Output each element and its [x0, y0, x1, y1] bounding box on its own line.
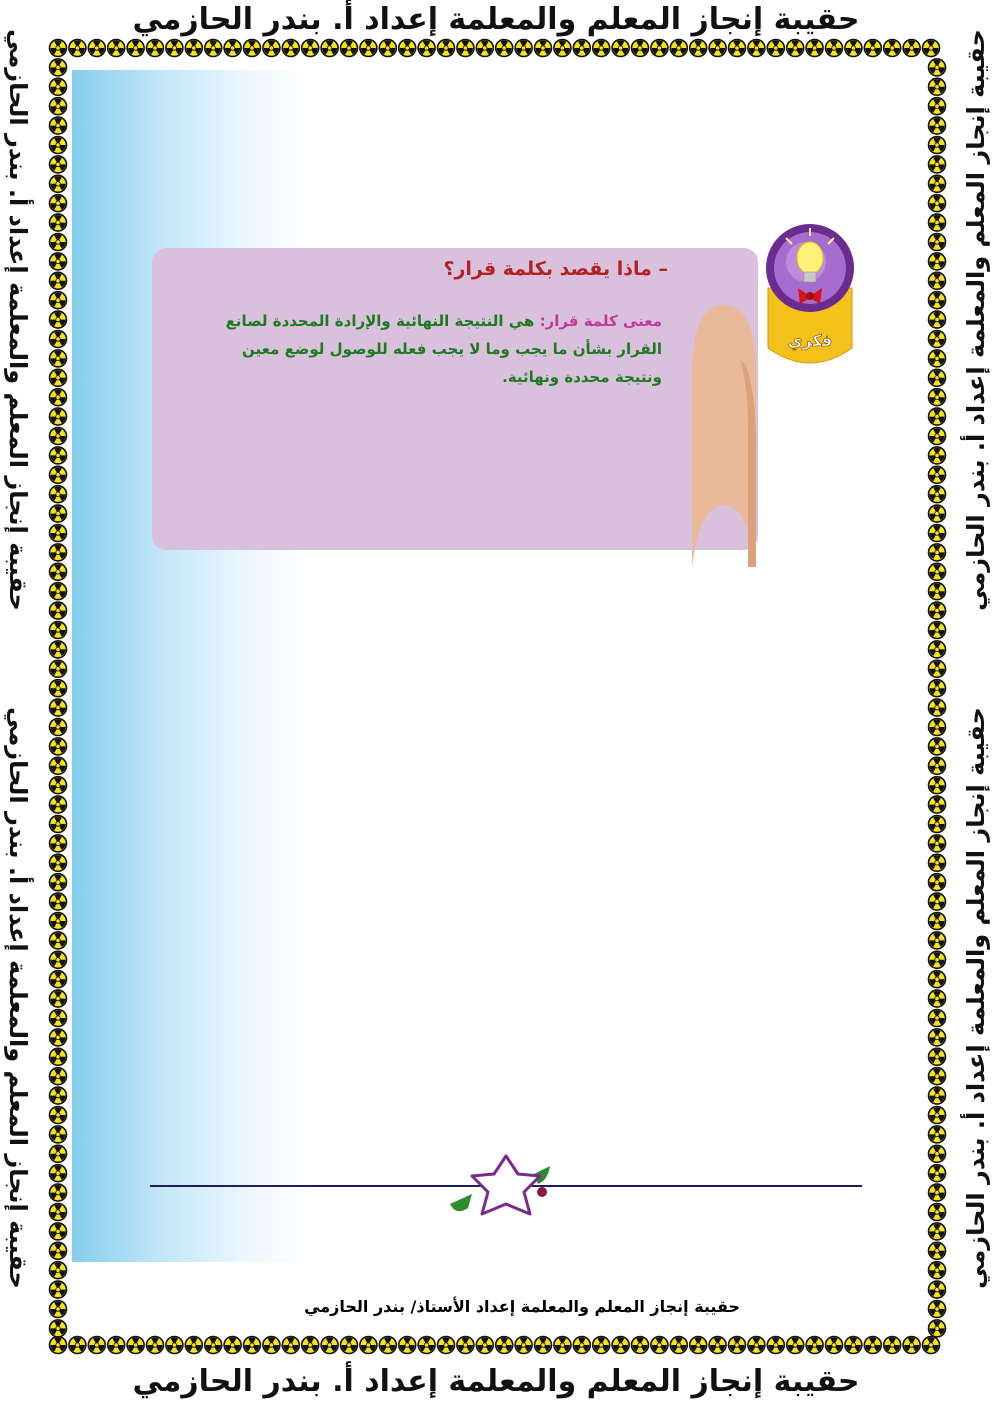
border-dot	[50, 583, 67, 600]
border-dot	[787, 1337, 804, 1354]
border-dot	[360, 40, 377, 57]
border-dot	[50, 893, 67, 910]
border-dot	[418, 40, 435, 57]
border-dot	[929, 78, 946, 95]
border-dot	[50, 1223, 67, 1240]
top-banner-title: حقيبة إنجاز المعلم والمعلمة إعداد أ. بندر الحازمي	[132, 2, 860, 37]
border-dot	[709, 1337, 726, 1354]
border-dot	[50, 1165, 67, 1182]
border-dot	[767, 1337, 784, 1354]
border-dot	[50, 428, 67, 445]
border-dot	[929, 137, 946, 154]
border-dot	[50, 1242, 67, 1259]
border-dot	[929, 719, 946, 736]
border-dot	[929, 214, 946, 231]
border-dot	[929, 428, 946, 445]
border-dot	[929, 544, 946, 561]
border-dot	[50, 660, 67, 677]
border-dot	[729, 40, 746, 57]
border-dot	[929, 1281, 946, 1298]
border-dot	[767, 40, 784, 57]
border-dot	[929, 408, 946, 425]
border-dot	[929, 738, 946, 755]
definition-term: معنى كلمة قرار:	[539, 312, 662, 330]
border-dot	[929, 1320, 946, 1337]
border-dot	[929, 1184, 946, 1201]
border-dot	[50, 699, 67, 716]
border-dot	[50, 1337, 67, 1354]
border-dot	[929, 1010, 946, 1027]
border-dot	[205, 40, 222, 57]
border-dot	[593, 40, 610, 57]
border-dot	[166, 1337, 183, 1354]
border-dot	[535, 1337, 552, 1354]
border-dot	[50, 1068, 67, 1085]
border-dot	[50, 1048, 67, 1065]
border-dot	[50, 602, 67, 619]
border-dot	[612, 40, 629, 57]
border-dot	[923, 1337, 940, 1354]
border-dot	[50, 1126, 67, 1143]
border-dot	[50, 389, 67, 406]
border-dot	[50, 680, 67, 697]
border-dot	[748, 40, 765, 57]
border-dot	[929, 602, 946, 619]
border-dot	[929, 893, 946, 910]
border-dot	[50, 913, 67, 930]
border-dot	[50, 971, 67, 988]
border-dot	[50, 98, 67, 115]
border-dot	[670, 40, 687, 57]
border-dot	[903, 1337, 920, 1354]
border-dot	[50, 78, 67, 95]
border-dot	[50, 156, 67, 173]
border-dot	[929, 292, 946, 309]
border-dot	[929, 234, 946, 251]
border-dot	[302, 40, 319, 57]
border-dot	[457, 1337, 474, 1354]
border-dot	[50, 525, 67, 542]
border-dot	[50, 272, 67, 289]
border-dot	[457, 40, 474, 57]
border-dot	[929, 1301, 946, 1318]
border-dot	[554, 40, 571, 57]
border-dot	[476, 1337, 493, 1354]
border-dot	[244, 40, 261, 57]
border-dot	[929, 1087, 946, 1104]
border-dot	[690, 1337, 707, 1354]
border-dot	[50, 854, 67, 871]
border-dot	[515, 40, 532, 57]
border-dot	[929, 350, 946, 367]
border-dot	[929, 1262, 946, 1279]
border-dot	[50, 350, 67, 367]
border-dot	[929, 835, 946, 852]
border-dot	[360, 1337, 377, 1354]
border-dot	[50, 835, 67, 852]
border-dot	[929, 1048, 946, 1065]
border-dot	[787, 40, 804, 57]
border-dot	[50, 466, 67, 483]
definition-card	[152, 248, 758, 550]
border-dot	[929, 1145, 946, 1162]
border-dot	[282, 40, 299, 57]
border-dot	[864, 40, 881, 57]
border-dot	[341, 1337, 358, 1354]
border-dot	[929, 1068, 946, 1085]
definition-text: هي النتيجة النهائية والإرادة المحددة لصانع القرار بشأن ما يجب وما لا يجب فعله للوصول لوضع معين ونتيجة محددة ونهائية.	[225, 312, 662, 386]
border-dot	[244, 1337, 261, 1354]
border-dot	[845, 40, 862, 57]
border-dot	[929, 971, 946, 988]
border-dot	[263, 1337, 280, 1354]
border-dot	[50, 369, 67, 386]
border-dot	[50, 544, 67, 561]
border-dot	[50, 505, 67, 522]
border-dot	[302, 1337, 319, 1354]
border-dot	[903, 40, 920, 57]
border-dot	[185, 40, 202, 57]
border-dot	[50, 1145, 67, 1162]
border-dot	[50, 1029, 67, 1046]
border-dot	[50, 1087, 67, 1104]
border-dot	[50, 1010, 67, 1027]
border-dot	[185, 1337, 202, 1354]
border-dot	[50, 253, 67, 270]
badge-label: فكري	[787, 331, 833, 350]
border-dot	[929, 1107, 946, 1124]
border-dot	[50, 816, 67, 833]
border-dot	[50, 796, 67, 813]
border-dot	[929, 622, 946, 639]
border-dot	[50, 447, 67, 464]
border-dot	[864, 1337, 881, 1354]
border-dot	[224, 40, 241, 57]
border-dot	[50, 214, 67, 231]
border-dot	[929, 951, 946, 968]
border-dot	[50, 1204, 67, 1221]
border-dot	[929, 1029, 946, 1046]
border-dot	[929, 486, 946, 503]
border-dot	[50, 641, 67, 658]
border-dot	[50, 486, 67, 503]
border-dot	[929, 272, 946, 289]
thinking-badge	[760, 218, 860, 378]
border-dot	[929, 990, 946, 1007]
border-dot	[147, 40, 164, 57]
bottom-banner-title: حقيبة إنجاز المعلم والمعلمة إعداد أ. بندر الحازمي	[132, 1364, 860, 1399]
border-dot	[50, 195, 67, 212]
border-dot	[515, 1337, 532, 1354]
border-dot	[929, 913, 946, 930]
border-dot	[50, 137, 67, 154]
border-dot	[438, 40, 455, 57]
left-banner-upper: حقيبة إنجاز المعلم والمعلمة إعداد أ. بندر الحازمي	[4, 29, 32, 611]
border-dot	[554, 1337, 571, 1354]
border-dot	[929, 777, 946, 794]
border-dot	[50, 719, 67, 736]
border-dot	[50, 1281, 67, 1298]
border-dot	[127, 1337, 144, 1354]
border-dot	[205, 1337, 222, 1354]
right-banner-lower: حقيبة إنجاز المعلم والمعلمة إعداد أ. بندر الحازمي	[962, 707, 990, 1289]
border-dot	[50, 777, 67, 794]
border-dot	[709, 40, 726, 57]
border-dot	[651, 40, 668, 57]
border-dot	[88, 1337, 105, 1354]
border-dot	[929, 59, 946, 76]
left-banner-lower: حقيبة إنجاز المعلم والمعلمة إعداد أ. بندر الحازمي	[4, 707, 32, 1289]
scroll-curl-decoration	[690, 305, 758, 567]
border-dot	[929, 156, 946, 173]
border-dot	[341, 40, 358, 57]
border-dot	[929, 98, 946, 115]
border-dot	[282, 1337, 299, 1354]
right-banner-upper: حقيبة إنجاز المعلم والمعلمة إعداد أ. بندر الحازمي	[962, 29, 990, 611]
border-dot	[50, 234, 67, 251]
border-dot	[929, 505, 946, 522]
border-dot	[929, 660, 946, 677]
border-dot	[884, 1337, 901, 1354]
border-dot	[929, 757, 946, 774]
border-dot	[50, 40, 67, 57]
border-dot	[418, 1337, 435, 1354]
border-dot	[593, 1337, 610, 1354]
border-dot	[108, 1337, 125, 1354]
border-dot	[535, 40, 552, 57]
border-dot	[50, 117, 67, 134]
border-dot	[50, 1107, 67, 1124]
border-dot	[806, 40, 823, 57]
border-dot	[929, 447, 946, 464]
border-dot	[496, 40, 513, 57]
border-dot	[69, 1337, 86, 1354]
border-dot	[929, 1126, 946, 1143]
border-dot	[399, 1337, 416, 1354]
border-dot	[50, 563, 67, 580]
border-dot	[923, 40, 940, 57]
border-dot	[88, 40, 105, 57]
border-dot	[670, 1337, 687, 1354]
border-dot	[884, 40, 901, 57]
border-dot	[651, 1337, 668, 1354]
border-dot	[50, 175, 67, 192]
border-dot	[929, 932, 946, 949]
border-dot	[321, 40, 338, 57]
border-dot	[929, 563, 946, 580]
border-dot	[929, 117, 946, 134]
border-dot	[729, 1337, 746, 1354]
border-dot	[929, 253, 946, 270]
border-dot	[929, 816, 946, 833]
border-dot	[50, 292, 67, 309]
border-dot	[321, 1337, 338, 1354]
card-question: – ماذا يقصد بكلمة قرار؟	[443, 258, 668, 280]
border-dot	[929, 466, 946, 483]
border-dot	[50, 622, 67, 639]
border-dot	[929, 854, 946, 871]
border-dot	[632, 40, 649, 57]
border-dot	[929, 1165, 946, 1182]
border-dot	[127, 40, 144, 57]
star-divider	[150, 1150, 862, 1224]
border-dot	[929, 874, 946, 891]
border-dot	[632, 1337, 649, 1354]
border-dot	[496, 1337, 513, 1354]
border-dot	[612, 1337, 629, 1354]
border-dot	[929, 331, 946, 348]
card-definition	[200, 307, 662, 391]
border-dot	[929, 583, 946, 600]
border-dot	[379, 1337, 396, 1354]
border-dot	[50, 331, 67, 348]
border-dot	[147, 1337, 164, 1354]
border-dot	[50, 408, 67, 425]
border-dot	[929, 1204, 946, 1221]
border-dot	[929, 680, 946, 697]
border-dot	[108, 40, 125, 57]
border-dot	[929, 699, 946, 716]
border-dot	[929, 1242, 946, 1259]
border-dot	[50, 1320, 67, 1337]
border-dot	[50, 311, 67, 328]
border-dot	[826, 40, 843, 57]
border-dot	[379, 40, 396, 57]
border-dot	[826, 1337, 843, 1354]
border-dot	[50, 932, 67, 949]
border-dot	[50, 951, 67, 968]
border-dot	[929, 195, 946, 212]
border-dot	[929, 641, 946, 658]
border-dot	[845, 1337, 862, 1354]
border-dot	[929, 1223, 946, 1240]
border-dot	[399, 40, 416, 57]
border-dot	[263, 40, 280, 57]
border-dot	[929, 369, 946, 386]
border-dot	[224, 1337, 241, 1354]
border-dot	[50, 990, 67, 1007]
border-dot	[69, 40, 86, 57]
border-dot	[50, 59, 67, 76]
border-dot	[50, 1262, 67, 1279]
border-dot	[929, 796, 946, 813]
border-dot	[573, 1337, 590, 1354]
page-footer: حقيبة إنجاز المعلم والمعلمة إعداد الأستاذ/ بندر الحازمي	[304, 1297, 740, 1316]
border-dot	[50, 1184, 67, 1201]
border-dot	[50, 738, 67, 755]
border-dot	[50, 1301, 67, 1318]
border-dot	[476, 40, 493, 57]
border-dot	[929, 389, 946, 406]
border-dot	[690, 40, 707, 57]
border-dot	[50, 757, 67, 774]
border-dot	[573, 40, 590, 57]
border-dot	[806, 1337, 823, 1354]
border-dot	[748, 1337, 765, 1354]
border-dot	[929, 175, 946, 192]
border-dot	[50, 874, 67, 891]
border-dot	[929, 311, 946, 328]
border-dot	[929, 525, 946, 542]
border-dot	[438, 1337, 455, 1354]
border-dot	[166, 40, 183, 57]
